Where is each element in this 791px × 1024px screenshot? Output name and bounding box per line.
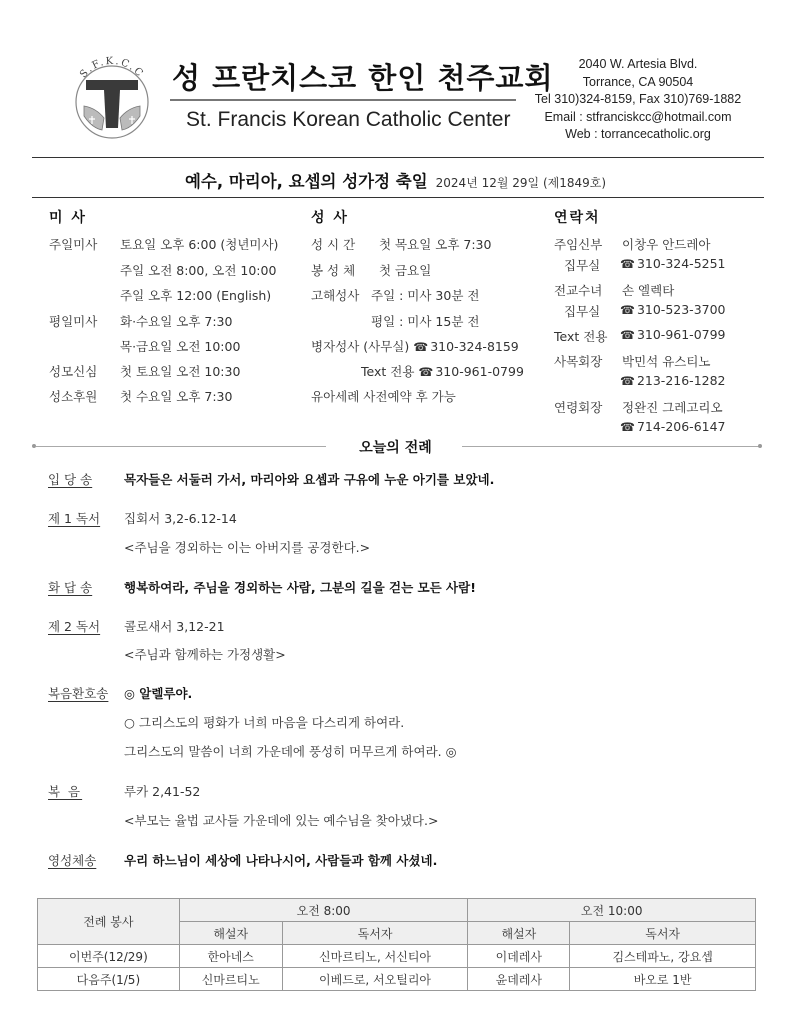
entrance-label: 입 당 송 [48, 472, 93, 487]
week-cell: 이번주(12/29) [38, 945, 180, 968]
mass-label: 주일미사 [49, 237, 98, 252]
mass-time: 첫 수요일 오후 7:30 [120, 389, 233, 404]
gospel-summary: <부모는 율법 교사들 가운데에 있는 예수님을 찾아냈다.> [124, 813, 439, 828]
contact-phone-row [620, 302, 726, 317]
commentator-cell: 이데레사 [468, 945, 570, 968]
phone-icon: ☎ [620, 374, 635, 388]
sacrament-phone: 310-961-0799 [435, 364, 524, 379]
feast-title [0, 168, 791, 192]
commentator-header: 해설자 [179, 922, 282, 945]
contact-label: 주임신부 [554, 237, 603, 252]
address-line-2: Torrance, CA 90504 [582, 74, 694, 89]
parish-logo [62, 46, 162, 146]
sacrament-value: 사전예약 후 가능 [363, 389, 456, 404]
logo-ring-text: S.F.K.C.C [78, 55, 146, 81]
reader-cell: 이베드로, 서오틸리아 [282, 968, 468, 991]
sacrament-label: 봉 성 체 [311, 263, 356, 278]
sacrament-label: 병자성사 (사무실) [311, 339, 410, 354]
divider-dot [758, 444, 762, 448]
svg-text:S.F.K.C.C [78, 56, 146, 80]
mass-10am-header: 오전 10:00 [468, 899, 756, 922]
phone-icon: ☎ [413, 340, 429, 354]
gospel-ref: 루카 2,41-52 [124, 784, 201, 799]
commentator-header: 해설자 [468, 922, 570, 945]
contact-value: 이창우 안드레아 [622, 237, 711, 252]
psalm-label: 화 답 송 [48, 580, 93, 595]
website: Web : torrancecatholic.org [565, 127, 711, 141]
sacrament-row [361, 362, 524, 380]
sacrament-row [311, 387, 456, 405]
contact-phone-row [620, 256, 726, 271]
contacts-heading: 연락처 [554, 210, 601, 226]
phone-icon: ☎ [620, 420, 635, 434]
table-header-row [38, 899, 756, 922]
contact-phone: 213-216-1282 [636, 373, 726, 388]
table-corner: 전례 봉사 [38, 899, 180, 945]
parish-title-korean: 성 프란치스코 한인 천주교회 [172, 61, 554, 95]
first-reading-label: 제 1 독서 [48, 511, 101, 526]
contact-phone: 714-206-6147 [636, 419, 726, 434]
address-line-1: 2040 W. Artesia Blvd. [578, 57, 698, 71]
sacrament-value: 주일 : 미사 30분 전 [371, 288, 480, 303]
email: Email : stfranciskcc@hotmail.com [544, 109, 732, 124]
reader-header: 독서자 [282, 922, 468, 945]
mass-time: 주일 오전 8:00, 오전 10:00 [120, 263, 277, 278]
contact-value: 정완진 그레고리오 [622, 400, 723, 415]
alleluia-label: 복음환호송 [48, 686, 109, 701]
phone-icon: ☎ [620, 257, 635, 271]
commentator-cell: 윤데레사 [468, 968, 570, 991]
second-reading-summary: <주님과 함께하는 가정생활> [124, 647, 286, 662]
reader-cell: 김스테파노, 강요셉 [570, 945, 756, 968]
psalm-response: 행복하여라, 주님을 경외하는 사람, 그분의 길을 걷는 모든 사람! [124, 580, 476, 595]
alleluia-line-2: ○ 그리스도의 평화가 너희 마음을 다스리게 하여라. [124, 715, 405, 730]
feast-name: 예수, 마리아, 요셉의 성가정 축일 [184, 172, 428, 191]
contact-block [522, 56, 754, 144]
reader-cell: 신마르티노, 서신티아 [282, 945, 468, 968]
sacrament-phone: 310-324-8159 [430, 339, 519, 354]
mass-time: 화·수요일 오후 7:30 [120, 314, 233, 329]
second-reading-ref: 콜로새서 3,12-21 [124, 619, 225, 634]
tel-fax: Tel 310)324-8159, Fax 310)769-1882 [534, 92, 742, 106]
mass-row [49, 235, 97, 253]
liturgy-heading: 오늘의 전례 [359, 440, 432, 456]
sacrament-value: 첫 금요일 [379, 263, 432, 278]
week-cell: 다음주(1/5) [38, 968, 180, 991]
mass-label: 평일미사 [49, 314, 98, 329]
feast-divider [32, 197, 764, 198]
sacrament-value: 첫 목요일 오후 7:30 [379, 237, 492, 252]
liturgy-service-table [37, 898, 756, 991]
contact-phone: 310-324-5251 [636, 256, 726, 271]
mass-label: 성소후원 [49, 389, 98, 404]
contact-label: 집무실 [564, 304, 601, 319]
contact-phone-row [620, 419, 726, 434]
alleluia-line-3: 그리스도의 말씀이 너희 가운데에 풍성히 머무르게 하여라. ◎ [124, 744, 457, 759]
contact-label: Text 전용 [554, 329, 608, 344]
reader-cell: 바오로 1반 [570, 968, 756, 991]
mass-label: 성모신심 [49, 364, 98, 379]
mass-time: 목·금요일 오전 10:00 [120, 339, 241, 354]
contact-label: 사목회장 [554, 354, 603, 369]
sacrament-value: 평일 : 미사 15분 전 [371, 314, 480, 329]
reader-header: 독서자 [570, 922, 756, 945]
contact-phone-row [620, 327, 726, 342]
sacrament-row [311, 337, 519, 355]
first-reading-ref: 집회서 3,2-6.12-14 [124, 511, 237, 526]
sacrament-label: Text 전용 [361, 364, 415, 379]
table-row [38, 945, 756, 968]
mass-8am-header: 오전 8:00 [179, 899, 468, 922]
communion-antiphon: 우리 하느님이 세상에 나타나시어, 사람들과 함께 사셨네. [124, 853, 438, 868]
section-divider-right [462, 446, 760, 447]
phone-icon: ☎ [620, 303, 635, 317]
contact-label: 연령회장 [554, 400, 603, 415]
contact-label: 전교수녀 [554, 283, 603, 298]
mass-heading: 미 사 [49, 210, 87, 226]
contact-value: 손 엘렉타 [622, 283, 675, 298]
mass-time: 토요일 오후 6:00 (청년미사) [120, 237, 279, 252]
commentator-cell: 한아네스 [179, 945, 282, 968]
sacrament-label: 성 시 간 [311, 237, 356, 252]
phone-icon: ☎ [620, 328, 635, 342]
contact-phone: 310-961-0799 [636, 327, 726, 342]
communion-label: 영성체송 [48, 853, 97, 868]
commentator-cell: 신마르티노 [179, 968, 282, 991]
parish-title-english: St. Francis Korean Catholic Center [186, 108, 511, 131]
mass-time: 주일 오후 12:00 (English) [120, 288, 272, 303]
sacrament-label: 고해성사 [311, 288, 360, 303]
feast-date: 2024년 12월 29일 (제1849호) [435, 176, 607, 190]
sacrament-heading: 성 사 [311, 210, 349, 226]
contact-value: 박민석 유스티노 [622, 354, 711, 369]
sacrament-label: 유아세례 [311, 389, 360, 404]
alleluia-line-1: ◎ 알렐루야. [124, 686, 193, 701]
gospel-label: 복 음 [48, 784, 83, 799]
contact-phone: 310-523-3700 [636, 302, 726, 317]
table-row [38, 968, 756, 991]
mass-time: 첫 토요일 오전 10:30 [120, 364, 241, 379]
first-reading-summary: <주님을 경외하는 이는 아버지를 공경한다.> [124, 540, 371, 555]
contact-label: 집무실 [564, 258, 601, 273]
header-divider [32, 157, 764, 158]
entrance-antiphon: 목자들은 서둘러 가서, 마리아와 요셉과 구유에 누운 아기를 보았네. [124, 472, 495, 487]
contact-phone-row [620, 373, 726, 388]
second-reading-label: 제 2 독서 [48, 619, 101, 634]
title-underline [170, 99, 516, 101]
phone-icon: ☎ [418, 365, 434, 379]
